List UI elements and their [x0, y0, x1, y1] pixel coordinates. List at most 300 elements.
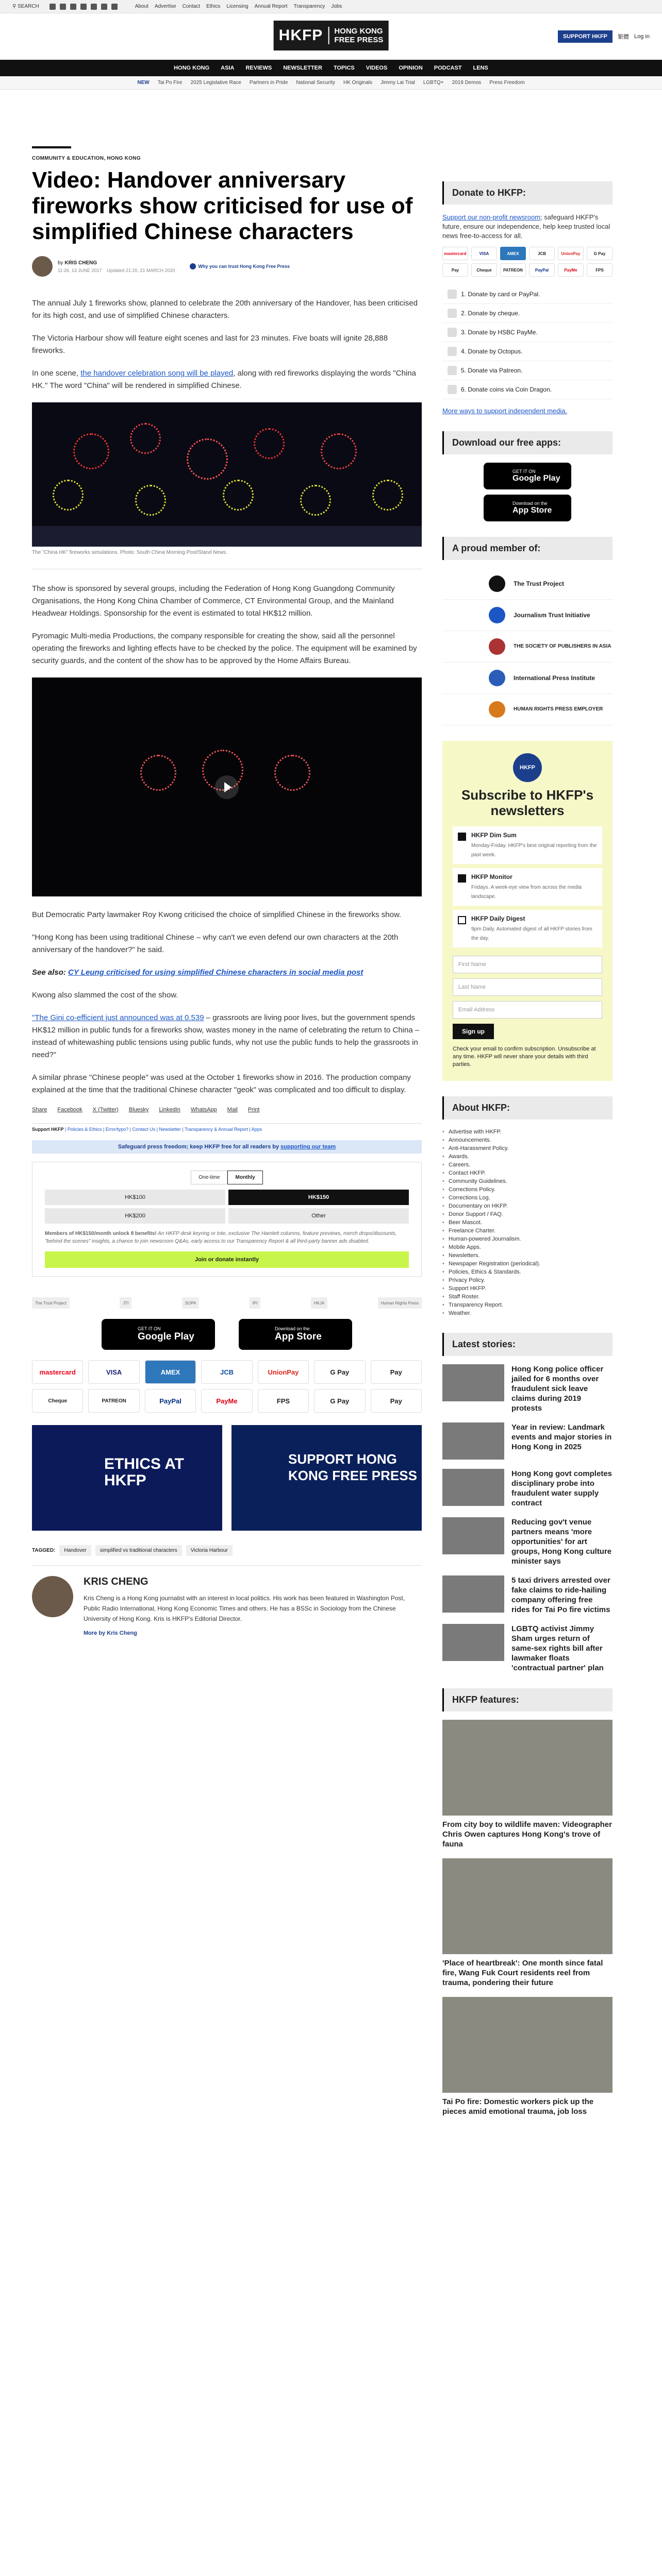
- about-link[interactable]: • Donor Support / FAQ.: [442, 1210, 613, 1218]
- story-thumbnail[interactable]: [442, 1575, 504, 1613]
- firework-burst: [53, 480, 84, 511]
- newsletter-desc: Monday-Friday. HKFP's best original reporting from the past week.: [471, 843, 597, 858]
- unionpay-icon[interactable]: UnionPay: [558, 247, 584, 260]
- jcb-icon[interactable]: JCB: [201, 1360, 252, 1384]
- about-link[interactable]: • Privacy Policy.: [442, 1276, 613, 1284]
- donate-option[interactable]: [442, 361, 613, 380]
- newsletter-signup: [442, 741, 613, 1081]
- paragraph: The annual July 1 fireworks show, planned to celebrate the 20th anniversary of the Handover, has been criticised for its high cost, and use of simplified Chinese characters.: [32, 299, 418, 320]
- paragraph: But Democratic Party lawmaker Roy Kwong criticised the choice of simplified Chinese in the fireworks show.: [32, 910, 402, 919]
- member-name: Journalism Trust Initiative: [514, 612, 590, 619]
- support-hkfp-button[interactable]: SUPPORT HKFP: [558, 30, 613, 43]
- util-link[interactable]: Annual Report: [254, 4, 288, 9]
- threads-icon[interactable]: [91, 4, 97, 10]
- firework-burst: [274, 755, 310, 791]
- site-header: [0, 13, 662, 60]
- google-pay-icon[interactable]: G Pay: [314, 1360, 365, 1384]
- language-toggle[interactable]: 繁體: [618, 34, 630, 40]
- option-label: 2. Donate by cheque.: [461, 310, 520, 317]
- util-link[interactable]: Jobs: [331, 4, 342, 9]
- app-store-badge[interactable]: [484, 495, 571, 521]
- amex-icon[interactable]: AMEX: [500, 247, 526, 260]
- login-link[interactable]: Log in: [634, 33, 650, 40]
- firework-burst: [140, 755, 176, 791]
- member-org[interactable]: [442, 600, 613, 631]
- donate-option[interactable]: [442, 285, 613, 304]
- about-link[interactable]: • Weather.: [442, 1309, 613, 1317]
- paragraph-text: , along with red fireworks displaying the words "China HK." The word "China" will be rendered in simplified Chinese.: [32, 369, 416, 390]
- firework-burst: [321, 433, 357, 469]
- app-store-badge[interactable]: [239, 1319, 352, 1350]
- story-thumbnail[interactable]: [442, 1517, 504, 1554]
- signup-button[interactable]: Sign up: [453, 1024, 494, 1039]
- newsletter-option[interactable]: [453, 910, 602, 947]
- member-name: THE SOCIETY OF PUBLISHERS IN ASIA: [514, 643, 611, 649]
- feature-title[interactable]: 'Place of heartbreak': One month since fatal fire, Wang Fuk Court residents reel from trauma, pondering their future: [442, 1959, 603, 1987]
- support-banner[interactable]: [231, 1425, 422, 1531]
- safeguard-text: Safeguard press freedom; keep HKFP free for all readers by: [118, 1144, 279, 1150]
- subnav-item[interactable]: Tai Po Fire: [157, 80, 183, 86]
- share-linkedin[interactable]: LinkedIn: [159, 1107, 180, 1113]
- badge-big: App Store: [275, 1331, 322, 1342]
- patreon-icon[interactable]: PATREON: [88, 1389, 139, 1413]
- story-title[interactable]: Hong Kong govt completes disciplinary probe into fraudulent water supply contract: [511, 1469, 612, 1507]
- title-rule: [32, 146, 71, 148]
- paragraph-text: In one scene,: [32, 369, 81, 378]
- frequency-toggle: [45, 1171, 409, 1184]
- about-link[interactable]: • Careers.: [442, 1161, 613, 1169]
- author-name[interactable]: KRIS CHENG: [84, 1576, 148, 1587]
- story-title[interactable]: 5 taxi drivers arrested over fake claims to ride-hailing company offering free rides for Tai Po fire victims: [511, 1576, 610, 1614]
- nav-item[interactable]: OPINION: [399, 65, 423, 71]
- paragraph: The show is sponsored by several groups, including the Federation of Hong Kong Guangdong Community Organisations, the Hong Kong China Chamber of Commerce, CT Environmental Group, and the Mainland Headwear Holdings. Sponsorship for the event is estimated to total HK$12 million.: [32, 584, 395, 618]
- trust-project-icon: [489, 575, 505, 592]
- paragraph: Pyromagic Multi-media Productions, the company responsible for creating the show, said all the personnel operating the fireworks and lighting effects have to be checked by the police. The equipment will be examined by security guards, and the content of the show has to be approved by the Home Affairs Bureau.: [32, 632, 417, 665]
- checkbox-checked[interactable]: [458, 833, 466, 841]
- paragraph: A similar phrase "Chinese people" was used at the October 1 fireworks show in 2016. The production company explained at the time that the traditional Chinese character "geok" was complicated and too difficult to display.: [32, 1073, 411, 1094]
- story-title[interactable]: Year in review: Landmark events and major stories in Hong Kong in 2025: [511, 1423, 612, 1451]
- visa-icon[interactable]: VISA: [471, 247, 497, 260]
- newsletter-desc: Fridays. A week-eye view from across the media landscape.: [471, 885, 582, 900]
- tagged-label: TAGGED:: [32, 1548, 56, 1553]
- paypal-icon[interactable]: PayPal: [529, 263, 555, 277]
- more-ways-link[interactable]: More ways to support independent media.: [442, 407, 568, 415]
- about-link[interactable]: • Anti-Harassment Policy.: [442, 1144, 613, 1153]
- search-button[interactable]: ⚲ SEARCH: [12, 4, 39, 9]
- option-label: 4. Donate by Octopus.: [461, 348, 523, 355]
- trust-icon: [190, 263, 196, 269]
- firework-burst: [130, 423, 161, 454]
- about-link[interactable]: • Support HKFP.: [442, 1284, 613, 1293]
- feature-image[interactable]: [442, 1720, 613, 1816]
- play-icon[interactable]: [215, 775, 239, 799]
- see-also-link[interactable]: CY Leung criticised for using simplified Chinese characters in social media post: [68, 968, 363, 977]
- about-link[interactable]: • Awards.: [442, 1153, 613, 1161]
- card-icon: [448, 290, 457, 299]
- story-thumbnail[interactable]: [442, 1364, 504, 1401]
- see-also-label: See also:: [32, 968, 69, 977]
- share-button[interactable]: Share: [32, 1107, 47, 1113]
- footer-links-text: | Policies & Ethics | Error/typo? | Contact Us | Newsletter | Transparency & Annual Report | Apps: [63, 1127, 262, 1132]
- one-time-option[interactable]: One-time: [191, 1171, 227, 1184]
- monthly-option[interactable]: Monthly: [227, 1171, 262, 1184]
- gini-link[interactable]: "The Gini co-efficient just announced was at 0.539: [32, 1013, 204, 1022]
- apple-pay-icon[interactable]: Pay: [442, 263, 468, 277]
- benefits-bold: Members of HK$150/month unlock 8 benefits!: [45, 1231, 157, 1236]
- apps-box: [442, 431, 613, 521]
- donate-text: [442, 213, 613, 241]
- see-also: [32, 967, 422, 979]
- first-name-input[interactable]: First Name: [453, 956, 602, 973]
- donate-desc: ; safeguard HKFP's future, ensure our independence, help keep trusted local news free-to-access for all.: [442, 213, 610, 240]
- fps-icon[interactable]: FPS: [587, 263, 613, 277]
- latest-story[interactable]: [442, 1364, 613, 1413]
- share-facebook[interactable]: Facebook: [57, 1107, 82, 1113]
- latest-list: [442, 1364, 613, 1673]
- newsletter-desc: 9pm Daily. Automated digest of all HKFP stories from the day.: [471, 926, 592, 941]
- support-link[interactable]: Support HKFP: [32, 1127, 64, 1132]
- badge-small: GET IT ON: [138, 1326, 161, 1331]
- nav-item[interactable]: PODCAST: [434, 65, 462, 71]
- about-link[interactable]: • Newspaper Registration (periodical).: [442, 1260, 613, 1268]
- about-link[interactable]: • Newsletters.: [442, 1251, 613, 1260]
- share-mail[interactable]: Mail: [227, 1107, 238, 1113]
- feature-image[interactable]: [442, 1997, 613, 2093]
- logo-line1: HONG KONG: [334, 27, 383, 36]
- latest-story[interactable]: [442, 1517, 613, 1566]
- about-link[interactable]: • Community Guidelines.: [442, 1177, 613, 1185]
- features-heading: HKFP features:: [442, 1688, 613, 1711]
- about-link[interactable]: • Transparency Report.: [442, 1301, 613, 1309]
- cheque-icon: [448, 309, 457, 318]
- paragraph: "Hong Kong has been using traditional Chinese – why can't we even defend our own characters at the 20th anniversary of the handover?" he said.: [32, 933, 399, 954]
- payme-icon[interactable]: PayMe: [558, 263, 584, 277]
- story-title[interactable]: Reducing gov't venue partners means 'more opportunities' for art groups, Hong Kong culture minister says: [511, 1518, 612, 1566]
- jcb-icon[interactable]: JCB: [529, 247, 555, 260]
- fps-icon[interactable]: FPS: [258, 1389, 309, 1413]
- about-heading: About HKFP:: [442, 1096, 613, 1120]
- amount-option[interactable]: HK$200: [45, 1208, 225, 1224]
- badge-big: App Store: [512, 506, 552, 515]
- option-label: 3. Donate by HSBC PayMe.: [461, 329, 538, 336]
- trust-logos: [32, 1297, 422, 1309]
- fireworks-image: [32, 402, 422, 547]
- newsletter-name: HKFP Daily Digest: [471, 915, 525, 922]
- sub-nav: [0, 76, 662, 90]
- jti-icon: [489, 607, 505, 623]
- checkbox[interactable]: [458, 916, 466, 924]
- about-link[interactable]: • Announcements.: [442, 1136, 613, 1144]
- paragraph: The Victoria Harbour show will feature eight scenes and last for 23 minutes. Five boats will ignite 28,888 fireworks.: [32, 334, 388, 355]
- google-play-badge[interactable]: [102, 1319, 215, 1350]
- article-footer-links[interactable]: [32, 1123, 422, 1132]
- visa-icon[interactable]: VISA: [88, 1360, 139, 1384]
- donate-option[interactable]: [442, 304, 613, 323]
- latest-story[interactable]: [442, 1624, 613, 1673]
- trust-link[interactable]: [190, 263, 290, 269]
- member-name: HUMAN RIGHTS PRESS EMPLOYER: [514, 706, 603, 712]
- member-org[interactable]: [442, 568, 613, 600]
- util-link[interactable]: Advertise: [154, 4, 176, 9]
- author-box: [32, 1565, 422, 1637]
- badge-small: Download on the: [512, 501, 548, 506]
- about-link[interactable]: • Freelance Charter.: [442, 1227, 613, 1235]
- about-link[interactable]: • Policies, Ethics & Standards.: [442, 1268, 613, 1276]
- skyline: [32, 526, 422, 547]
- feature-story[interactable]: [442, 1720, 613, 1849]
- paragraph: [32, 1012, 422, 1061]
- hkfp-logo: HKFP: [513, 753, 542, 782]
- video-player[interactable]: [32, 677, 422, 896]
- firework-burst: [73, 433, 109, 469]
- feature-story[interactable]: [442, 1858, 613, 1988]
- latest-story[interactable]: [442, 1469, 613, 1508]
- apps-heading: Download our free apps:: [442, 431, 613, 454]
- newsletter-name: HKFP Dim Sum: [471, 832, 517, 839]
- about-link[interactable]: • Staff Roster.: [442, 1293, 613, 1301]
- about-link[interactable]: • Corrections Log.: [442, 1194, 613, 1202]
- nonprofit-link[interactable]: Support our non-profit newsroom: [442, 213, 541, 221]
- card-logos: [442, 247, 613, 277]
- story-thumbnail[interactable]: [442, 1624, 504, 1661]
- mastercard-icon[interactable]: mastercard: [442, 247, 468, 260]
- latest-box: [442, 1333, 613, 1673]
- instagram-icon[interactable]: [70, 4, 76, 10]
- subnav-item[interactable]: 2019 Demos: [452, 80, 482, 86]
- members-box: [442, 537, 613, 725]
- latest-heading: Latest stories:: [442, 1333, 613, 1356]
- promo-banners: [32, 1425, 422, 1531]
- badge-small: GET IT ON: [512, 469, 536, 474]
- feature-title[interactable]: From city boy to wildlife maven: Videographer Chris Owen captures Hong Kong's trove of fauna: [442, 1820, 612, 1849]
- subnav-item[interactable]: Jimmy Lai Trial: [380, 80, 415, 86]
- tags: [32, 1545, 422, 1556]
- byline-text: [58, 260, 175, 273]
- payme-icon[interactable]: PayMe: [201, 1389, 252, 1413]
- trust-logo[interactable]: Human Rights Press: [378, 1297, 422, 1309]
- tag[interactable]: simplified vs traditional characters: [95, 1545, 182, 1556]
- about-link[interactable]: • Beer Mascot.: [442, 1218, 613, 1227]
- util-link[interactable]: About: [135, 4, 148, 9]
- about-link[interactable]: • Human-powered Journalism.: [442, 1235, 613, 1243]
- updated-date: Updated 21:20, 21 MARCH 2020: [107, 267, 175, 273]
- trust-logo[interactable]: IPI: [250, 1297, 261, 1309]
- features-box: [442, 1688, 613, 2116]
- author-avatar: [32, 256, 53, 277]
- email-input[interactable]: Email Address: [453, 1001, 602, 1019]
- author-name[interactable]: KRIS CHENG: [64, 260, 97, 266]
- story-title[interactable]: LGBTQ activist Jimmy Sham urges return of same-sex rights bill after lawmaker floats 'contractual partner' plan: [511, 1624, 604, 1672]
- latest-story[interactable]: [442, 1422, 613, 1460]
- payme-icon: [448, 328, 457, 337]
- logo-line2: FREE PRESS: [334, 36, 384, 44]
- feature-title[interactable]: Tai Po fire: Domestic workers pick up the pieces amid emotional trauma, job loss: [442, 2097, 594, 2116]
- cheque-icon[interactable]: Cheque: [471, 263, 497, 277]
- subnav-item[interactable]: Partners in Pride: [249, 80, 288, 86]
- nav-item[interactable]: LENS: [473, 65, 488, 71]
- member-org[interactable]: [442, 694, 613, 725]
- search-label: SEARCH: [18, 4, 39, 9]
- amex-icon[interactable]: AMEX: [145, 1360, 196, 1384]
- amount-option[interactable]: HK$100: [45, 1190, 225, 1205]
- facebook-icon[interactable]: [49, 4, 56, 10]
- author-bio: Kris Cheng is a Hong Kong journalist with an interest in local politics. His work has been featured in Washington Post, Public Radio International, Hong Kong Economic Times and others. He has a BSSc in Sociology from the Chinese University of Hong Kong. Kris is HKFP's Editorial Director.: [84, 1595, 405, 1622]
- hrpe-icon: [489, 701, 505, 718]
- nav-item[interactable]: HONG KONG: [174, 65, 210, 71]
- member-org[interactable]: [442, 631, 613, 663]
- social-icons: [49, 4, 118, 10]
- amount-option-selected[interactable]: HK$150: [228, 1190, 409, 1205]
- ipi-icon: [489, 670, 505, 686]
- newsletter-fineprint: Check your email to confirm subscription. Unsubscribe at any time. HKFP will never share your details with third parties.: [453, 1046, 596, 1067]
- safeguard-banner: [32, 1140, 422, 1154]
- latest-story[interactable]: [442, 1575, 613, 1615]
- utility-links: [135, 4, 342, 9]
- banner-text: ETHICS AT HKFP: [104, 1455, 184, 1489]
- nav-item[interactable]: TOPICS: [333, 65, 355, 71]
- member-benefits-note: [45, 1230, 409, 1245]
- member-name: International Press Institute: [514, 674, 595, 682]
- tag[interactable]: Handover: [59, 1545, 91, 1556]
- subnav-item[interactable]: LGBTQ+: [423, 80, 444, 86]
- util-link[interactable]: Ethics: [206, 4, 221, 9]
- share-whatsapp[interactable]: WhatsApp: [190, 1107, 217, 1113]
- share-bar: [32, 1107, 422, 1113]
- header-actions: [558, 30, 650, 43]
- feature-image[interactable]: [442, 1858, 613, 1954]
- about-link[interactable]: • Advertise with HKFP.: [442, 1128, 613, 1136]
- newsletter-option[interactable]: [453, 826, 602, 864]
- last-name-input[interactable]: Last Name: [453, 978, 602, 996]
- amount-option[interactable]: Other: [228, 1208, 409, 1224]
- feature-story[interactable]: [442, 1997, 613, 2116]
- story-title[interactable]: Hong Kong police officer jailed for 6 months over fraudulent sick leave claims during 2019 protests: [511, 1365, 604, 1413]
- payment-methods: [32, 1360, 422, 1413]
- more-by-author-link[interactable]: More by Kris Cheng: [84, 1630, 137, 1636]
- firework-burst: [135, 485, 166, 516]
- sidebar: [442, 90, 613, 2132]
- member-heading: A proud member of:: [442, 537, 613, 560]
- share-bluesky[interactable]: Bluesky: [128, 1107, 149, 1113]
- trust-logo[interactable]: HKJA: [311, 1297, 327, 1309]
- image-caption: The "China HK" fireworks simulations. Photo: South China Morning Post/Stand News.: [32, 550, 227, 555]
- badge-small: Download on the: [275, 1326, 310, 1331]
- about-box: [442, 1096, 613, 1317]
- about-list: [442, 1128, 613, 1317]
- ethics-banner[interactable]: [32, 1425, 222, 1531]
- article: [32, 90, 422, 2132]
- paypal-icon[interactable]: PayPal: [145, 1389, 196, 1413]
- story-thumbnail[interactable]: [442, 1469, 504, 1506]
- donate-box: [442, 181, 613, 416]
- google-pay-icon[interactable]: G Pay: [587, 247, 613, 260]
- checkbox-checked[interactable]: [458, 874, 466, 883]
- subnav-item[interactable]: Press Freedom: [489, 80, 525, 86]
- page-body: [0, 90, 662, 2132]
- main-nav: [0, 60, 662, 76]
- about-link[interactable]: • Mobile Apps.: [442, 1243, 613, 1251]
- subnav-item[interactable]: 2025 Legislative Race: [190, 80, 241, 86]
- benefits-text: An HKFP desk keyring or tote, exclusive The Hamlett columns, feature previews, merch drops/discounts, "behind the scenes" insights, a chance to join newsroom Q&As, early access to our Transparency Report & all third-party banner ads disabled.: [45, 1231, 397, 1244]
- donate-heading: Donate to HKFP:: [442, 181, 613, 205]
- firework-burst: [187, 438, 228, 480]
- option-label: 5. Donate via Patreon.: [461, 367, 523, 374]
- cheque-icon[interactable]: Cheque: [32, 1389, 83, 1413]
- donate-option[interactable]: [442, 342, 613, 361]
- nav-item[interactable]: VIDEOS: [366, 65, 388, 71]
- support-team-link[interactable]: supporting our team: [280, 1144, 336, 1150]
- firework-burst: [300, 485, 331, 516]
- google-pay-icon[interactable]: G Pay: [314, 1389, 365, 1413]
- byline: [32, 256, 422, 277]
- nav-item[interactable]: NEWSLETTER: [283, 65, 322, 71]
- tag[interactable]: Victoria Harbour: [186, 1545, 233, 1556]
- utility-bar: [0, 0, 662, 13]
- author-avatar: [32, 1576, 73, 1617]
- newsletter-option[interactable]: [453, 868, 602, 906]
- trust-logo[interactable]: The Trust Project: [32, 1297, 70, 1309]
- badge-big: Google Play: [138, 1331, 194, 1342]
- newsletter-title: Subscribe to HKFP's newsletters: [461, 787, 594, 818]
- logo-hkfp: HKFP: [279, 27, 329, 44]
- join-donate-button[interactable]: Join or donate instantly: [45, 1251, 409, 1268]
- article-category[interactable]: COMMUNITY & EDUCATION, HONG KONG: [32, 156, 141, 161]
- share-print[interactable]: Print: [247, 1107, 260, 1113]
- paragraph-text: – grassroots are living poor lives, but the government spends HK$12 million in public funds for a fireworks show, wastes money in the name of celebrating the return to China – instead of whitewashing public tensions using public funds, why not use the public funds to help the grassroots in need?": [32, 1013, 420, 1059]
- about-link[interactable]: • Corrections Policy.: [442, 1185, 613, 1194]
- paragraph: [32, 367, 422, 392]
- donate-option[interactable]: [442, 380, 613, 399]
- x-icon[interactable]: [60, 4, 66, 10]
- subnav-item[interactable]: National Security: [296, 80, 335, 86]
- donate-option[interactable]: [442, 323, 613, 342]
- about-link[interactable]: • Documentary on HKFP.: [442, 1202, 613, 1210]
- util-link[interactable]: Contact: [182, 4, 201, 9]
- unionpay-icon[interactable]: UnionPay: [258, 1360, 309, 1384]
- apple-pay-icon[interactable]: Pay: [371, 1360, 422, 1384]
- option-label: 6. Donate coins via Coin Dragon.: [461, 386, 552, 393]
- features-list: [442, 1720, 613, 2116]
- subnav-item[interactable]: HK Originals: [343, 80, 373, 86]
- member-org[interactable]: [442, 663, 613, 694]
- google-play-badge[interactable]: [484, 463, 571, 489]
- util-link[interactable]: Licensing: [226, 4, 249, 9]
- share-x[interactable]: X (Twitter): [92, 1107, 119, 1113]
- youtube-icon[interactable]: [80, 4, 87, 10]
- mastercard-icon[interactable]: mastercard: [32, 1360, 83, 1384]
- octopus-icon: [448, 347, 457, 356]
- trust-logo[interactable]: JTI: [120, 1297, 131, 1309]
- donate-widget: [32, 1162, 422, 1277]
- bluesky-icon[interactable]: [101, 4, 107, 10]
- site-logo[interactable]: [274, 21, 389, 50]
- app-store-badges: [32, 1319, 422, 1350]
- trust-logo[interactable]: SOPA: [182, 1297, 200, 1309]
- patreon-icon[interactable]: PATREON: [500, 263, 526, 277]
- util-link[interactable]: Transparency: [293, 4, 325, 9]
- song-link[interactable]: the handover celebration song will be played: [80, 369, 234, 378]
- linkedin-icon[interactable]: [111, 4, 118, 10]
- apple-pay-icon[interactable]: Pay: [371, 1389, 422, 1413]
- publish-date: 11:26, 13 JUNE 2017: [58, 267, 102, 273]
- nav-item[interactable]: ASIA: [221, 65, 235, 71]
- patreon-icon: [448, 366, 457, 375]
- paragraph: Kwong also slammed the cost of the show.: [32, 991, 178, 999]
- member-name: The Trust Project: [514, 580, 565, 587]
- nav-item[interactable]: REVIEWS: [245, 65, 272, 71]
- about-link[interactable]: • Contact HKFP.: [442, 1169, 613, 1177]
- story-thumbnail[interactable]: [442, 1422, 504, 1460]
